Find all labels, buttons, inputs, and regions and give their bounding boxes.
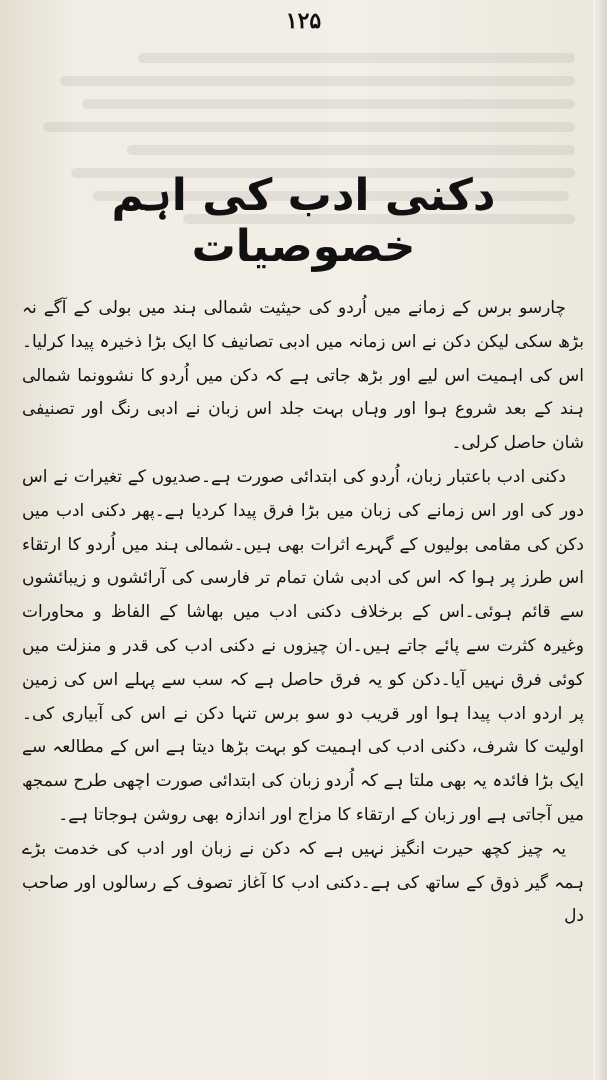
paragraph-2: دکنی ادب باعتبار زبان، اُردو کی ابتدائی صورت ہے۔صدیوں کے تغیرات نے اس دور کی اور اس زمانے کی زبان میں بڑا فرق پیدا کردیا ہے۔پھر دکنی ادب میں دکن کی مقامی بولیوں کے گہرے اثرات بھی ہیں۔شمالی ہند میں اُردو کا ارتقاء اس طرز پر ہوا کہ اس کی ادبی شان تمام تر فارسی کی آرائشوں و زیبائشوں سے قائم ہوئی۔اس کے برخلاف دکنی ادب میں بھاشا کے الفاظ و محاورات وغیرہ کثرت سے پائے جاتے ہیں۔ان چیزوں نے دکنی ادب کی قدر و منزلت میں کوئی فرق نہیں آیا۔دکن کو یہ فرق حاصل ہے کہ سب سے پہلے اس کی زمین پر اردو ادب پیدا ہوا اور قریب دو سو برس تنہا دکن نے اس کی آبیاری کی۔اولیت کا شرف، دکنی ادب کی اہمیت کو بہت بڑھا دیتا ہے اس کے مطالعہ سے ایک بڑا فائدہ یہ بھی ملتا ہے کہ اُردو زبان کی ابتدائی صورت اچھی طرح سمجھ میں آجاتی ہے اور زبان کے ارتقاء کا مزاج اور اندازہ بھی روشن ہوجاتا ہے۔: [22, 466, 584, 825]
page-number: ۱۲۵: [285, 8, 322, 34]
paragraph-3: یہ چیز کچھ حیرت انگیز نہیں ہے کہ دکن نے زبان اور ادب کی خدمت بڑے ہمہ گیر ذوق کے ساتھ کی ہے۔دکنی ادب کا آغاز تصوف کے رسالوں اور صاحب دل: [22, 838, 584, 927]
page-edge: [593, 0, 607, 1080]
body-text: [22, 292, 584, 934]
paragraph-1: چارسو برس کے زمانے میں اُردو کی حیثیت شمالی ہند میں بولی کے آگے نہ بڑھ سکی لیکن دکن نے اس زمانہ میں ادبی تصانیف کا ایک بڑا ذخیرہ پیدا کرلیا۔اس کی اہمیت اس لیے اور بڑھ جاتی ہے کہ دکن میں اُردو کا نشوونما شمالی ہند کے بعد شروع ہوا اور وہاں بہت جلد اس زبان نے ادبی رنگ اور تصنیفی شان حاصل کرلی۔: [22, 298, 584, 454]
chapter-title: دکنی ادب کی اہم خصوصیات: [111, 170, 496, 272]
